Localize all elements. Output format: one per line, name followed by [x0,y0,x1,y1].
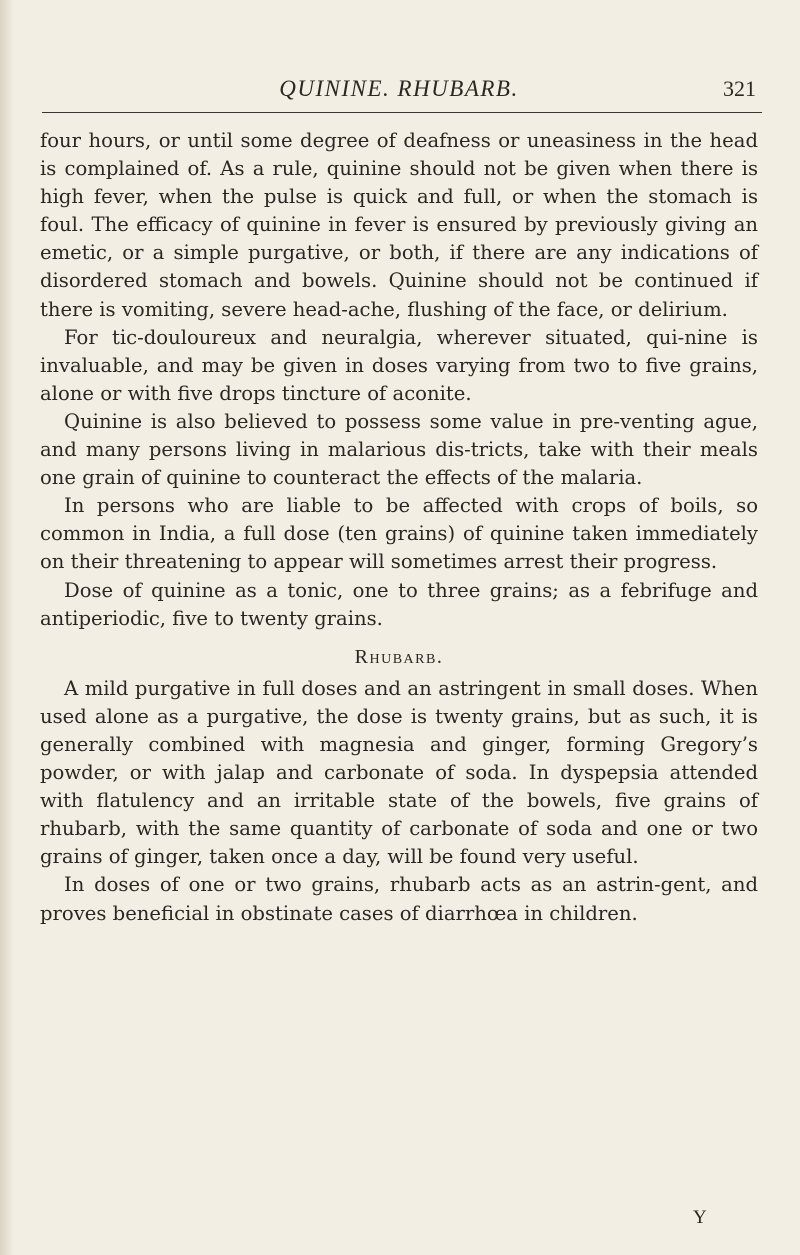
section-title-rhubarb: Rhubarb. [354,645,444,668]
body-text [40,127,758,928]
page-binding-edge [0,0,14,1255]
paragraph-boils: In persons who are liable to be affected with crops of boils, so common in India, a full dose (ten grains) of quinine taken immediately on their threatening to appear will sometimes arrest their progress. [40,494,758,574]
page-header [40,72,758,108]
paragraph-neuralgia: For tic-douloureux and neuralgia, wherever situated, qui-nine is invaluable, and may be given in doses varying from two to five grains, alone or with five drops tincture of aconite. [40,325,758,405]
page-number: 321 [723,76,756,101]
paragraph-rhubarb-purgative: A mild purgative in full doses and an astringent in small doses. When used alone as a purgative, the dose is twenty grains, but as such, it is generally combined with magnesia and ginger, forming Gregory’s powder, or with jalap and carbonate of soda. In dyspepsia attended with flatulency and an irritable state of the bowels, five grains of rhubarb, with the same quantity of carbonate of soda and one or two grains of ginger, taken once a day, will be found very useful. [40,676,758,869]
paragraph-rhubarb-astringent: In doses of one or two grains, rhubarb acts as an astrin-gent, and proves beneficial in obstinate cases of diarrhœa in children. [40,873,758,925]
paragraph-quinine-continued: four hours, or until some degree of deafness or uneasiness in the head is complained of. As a rule, quinine should not be given when there is high fever, when the pulse is quick and full, or when the stomach is foul. The efficacy of quinine in fever is ensured by previously giving an emetic, or a simple purgative, or both, if there are any indications of disordered stomach and bowels. Quinine should not be continued if there is vomiting, severe head-ache, flushing of the face, or delirium. [40,129,758,321]
signature-mark: Y [693,1207,707,1228]
running-head: QUININE. RHUBARB. [279,76,519,101]
paragraph-quinine-dose: Dose of quinine as a tonic, one to three grains; as a febrifuge and antiperiodic, five to twenty grains. [40,578,758,630]
header-rule [42,112,762,113]
paragraph-ague-prevention: Quinine is also believed to possess some value in pre-venting ague, and many persons living in malarious dis-tricts, take with their meals one grain of quinine to counteract the effects of the malaria. [40,409,758,490]
